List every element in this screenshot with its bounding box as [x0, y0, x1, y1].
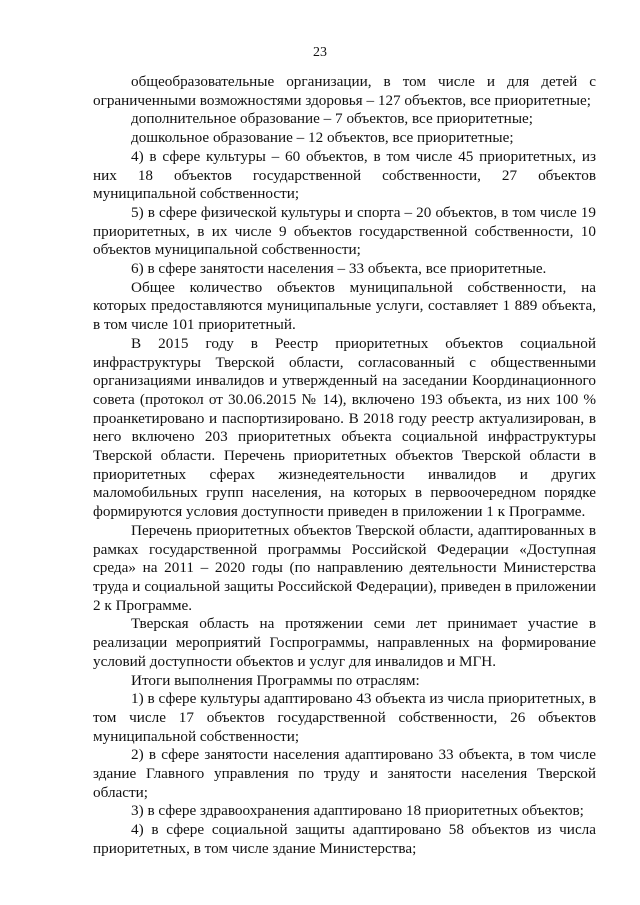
paragraph: 5) в сфере физической культуры и спорта – 20 объектов, в том числе 19 приоритетных, в их числе 9 объектов государственной собственности, 10 объектов муниципальной собственности;	[93, 203, 596, 259]
paragraph: 1) в сфере культуры адаптировано 43 объекта из числа приоритетных, в том числе 17 объектов государственной собственности, 26 объектов муниципальной собственности;	[93, 690, 596, 745]
paragraph: Перечень приоритетных объектов Тверской области, адаптированных в рамках государственной программы Российской Федерации «Доступная среда» на 2011 – 2020 годы (по направлению деятельности Министерства труда и социальной защиты Российской Федерации), приведен в приложении 2 к Программе.	[93, 521, 596, 614]
paragraph: 4) в сфере культуры – 60 объектов, в том числе 45 приоритетных, из них 18 объектов государственной собственности, 27 объектов муниципальной собственности;	[93, 147, 596, 203]
paragraph: Итоги выполнения Программы по отраслям:	[131, 671, 420, 689]
paragraph: 4) в сфере социальной защиты адаптировано 58 объектов из числа приоритетных, в том числе здание Министерства;	[93, 821, 596, 857]
paragraph: Тверская область на протяжении семи лет принимает участие в реализации мероприятий Госпрограммы, направленных на формирование условий доступности объектов и услуг для инвалидов и МГН.	[93, 615, 596, 670]
paragraph: В 2015 году в Реестр приоритетных объектов социальной инфраструктуры Тверской области, согласованный с общественными организациями инвалидов и утвержденный на заседании Координационного совета (протокол от 30.06.2015 № 14), включено 193 объекта, из них 100 % проанкетировано и паспортизировано. В 2018 году реестр актуализирован, в него включено 203 приоритетных объекта социальной инфраструктуры Тверской области. Перечень приоритетных объектов Тверской области в приоритетных сферах жизнедеятельности инвалидов и других маломобильных групп населения, на которых в первоочередном порядке формируются условия доступности приведен в приложении 1 к Программе.	[93, 334, 596, 521]
paragraph: Общее количество объектов муниципальной собственности, на которых предоставляются муниципальные услуги, составляет 1 889 объекта, в том числе 101 приоритетный.	[93, 278, 596, 334]
paragraph: 2) в сфере занятости населения адаптировано 33 объекта, в том числе здание Главного управления по труду и занятости населения Тверской области;	[93, 746, 596, 801]
paragraph: 3) в сфере здравоохранения адаптировано 18 приоритетных объектов;	[131, 802, 584, 820]
document-body	[93, 73, 596, 859]
paragraph: 6) в сфере занятости населения – 33 объекта, все приоритетные.	[131, 260, 547, 278]
paragraph: дополнительное образование – 7 объектов, все приоритетные;	[131, 110, 533, 128]
page-number: 23	[313, 45, 327, 60]
paragraph: общеобразовательные организации, в том числе и для детей с ограниченными возможностями здоровья – 127 объектов, все приоритетные;	[93, 73, 596, 109]
paragraph: дошкольное образование – 12 объектов, все приоритетные;	[131, 129, 514, 147]
